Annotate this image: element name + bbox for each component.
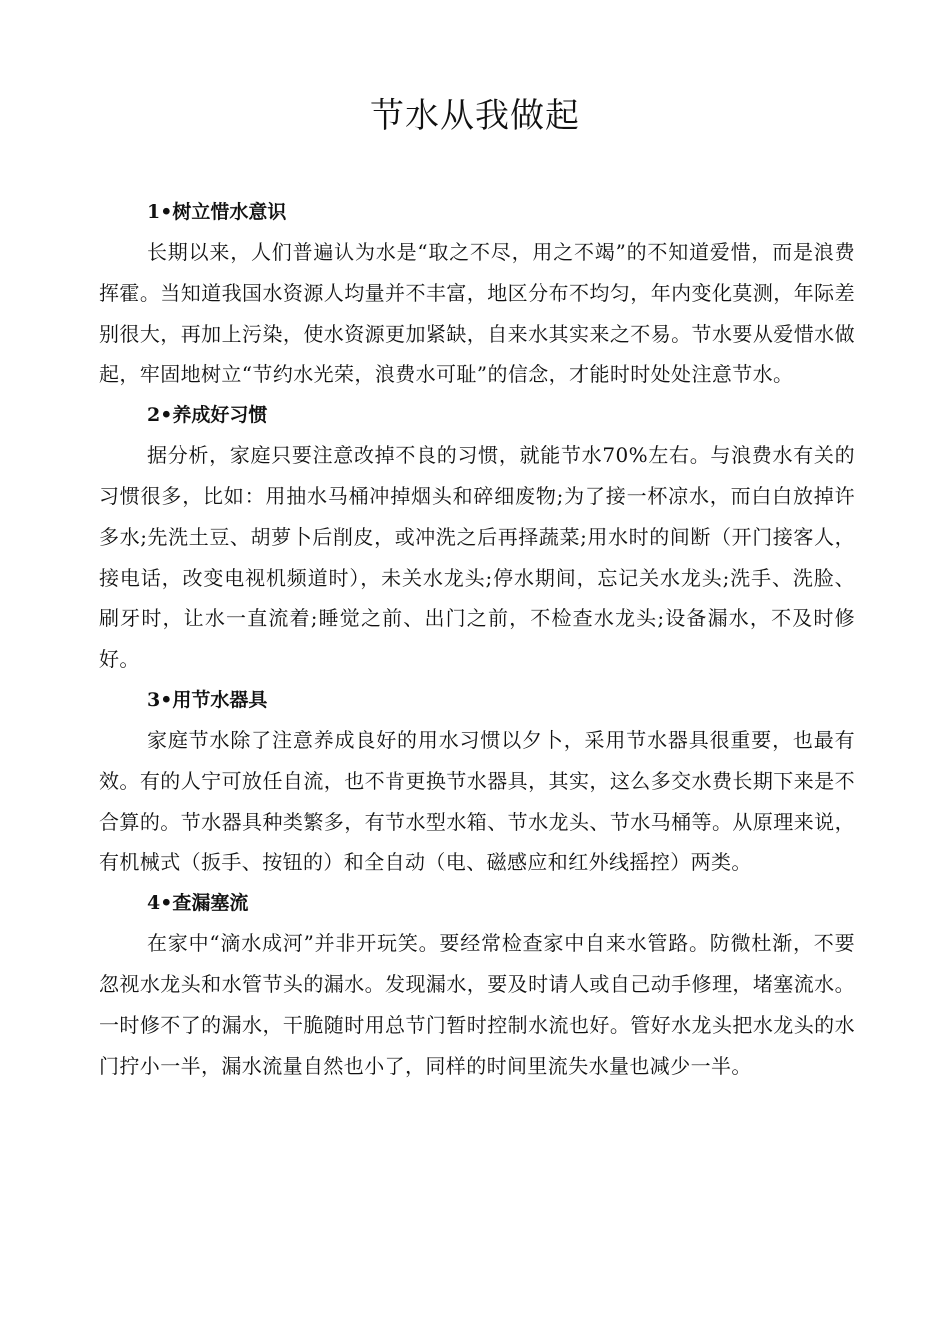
section-heading: 1•树立惜水意识 bbox=[147, 201, 287, 223]
section-paragraph: 家庭节水除了注意养成良好的用水习惯以夕卜，采用节水器具很重要，也最有效。有的人宁可放任自流，也不肯更换节水器具，其实，这么多交水费长期下来是不合算的。节水器具种类繁多，有节水型水箱、节水龙头、节水马桶等。从原理来说，有机械式（扳手、按钮的）和全自动（电、磁感应和红外线摇控）两类。 bbox=[99, 727, 855, 875]
section-paragraph: 据分析，家庭只要注意改掉不良的习惯，就能节水70%左右。与浪费水有关的习惯很多，比如：用抽水马桶冲掉烟头和碎细废物;为了接一杯凉水，而白白放掉许多水;先洗土豆、胡萝卜后削皮，或冲洗之后再择蔬菜;用水时的间断（开门接客人，接电话，改变电视机频道时），未关水龙头;停水期间，忘记关水龙头;洗手、洗脸、刷牙时，让水一直流着;睡觉之前、出门之前，不检查水龙头;设备漏水，不及时修好。 bbox=[99, 443, 855, 672]
section-3 bbox=[99, 680, 855, 883]
section-1 bbox=[99, 192, 855, 395]
document-body bbox=[99, 192, 855, 1086]
section-4 bbox=[99, 883, 855, 1086]
section-paragraph: 在家中“滴水成河”并非开玩笑。要经常检查家中自来水管路。防微杜渐，不要忽视水龙头和水管节头的漏水。发现漏水，要及时请人或自己动手修理，堵塞流水。一时修不了的漏水，干脆随时用总节门暂时控制水流也好。管好水龙头把水龙头的水门拧小一半，漏水流量自然也小了，同样的时间里流失水量也减少一半。 bbox=[99, 931, 855, 1078]
section-heading: 2•养成好习惯 bbox=[147, 404, 268, 427]
section-2 bbox=[99, 395, 855, 680]
section-heading: 3•用节水器具 bbox=[147, 688, 268, 711]
section-heading: 4•查漏塞流 bbox=[147, 892, 249, 915]
section-paragraph: 长期以来，人们普遍认为水是“取之不尽，用之不竭”的不知道爱惜，而是浪费挥霍。当知道我国水资源人均量并不丰富，地区分布不均匀，年内变化莫测，年际差别很大，再加上污染，使水资源更加紧缺，自来水其实来之不易。节水要从爱惜水做起，牢固地树立“节约水光荣，浪费水可耻”的信念，才能时时处处注意节水。 bbox=[99, 240, 855, 387]
document-title: 节水从我做起 bbox=[370, 96, 580, 136]
